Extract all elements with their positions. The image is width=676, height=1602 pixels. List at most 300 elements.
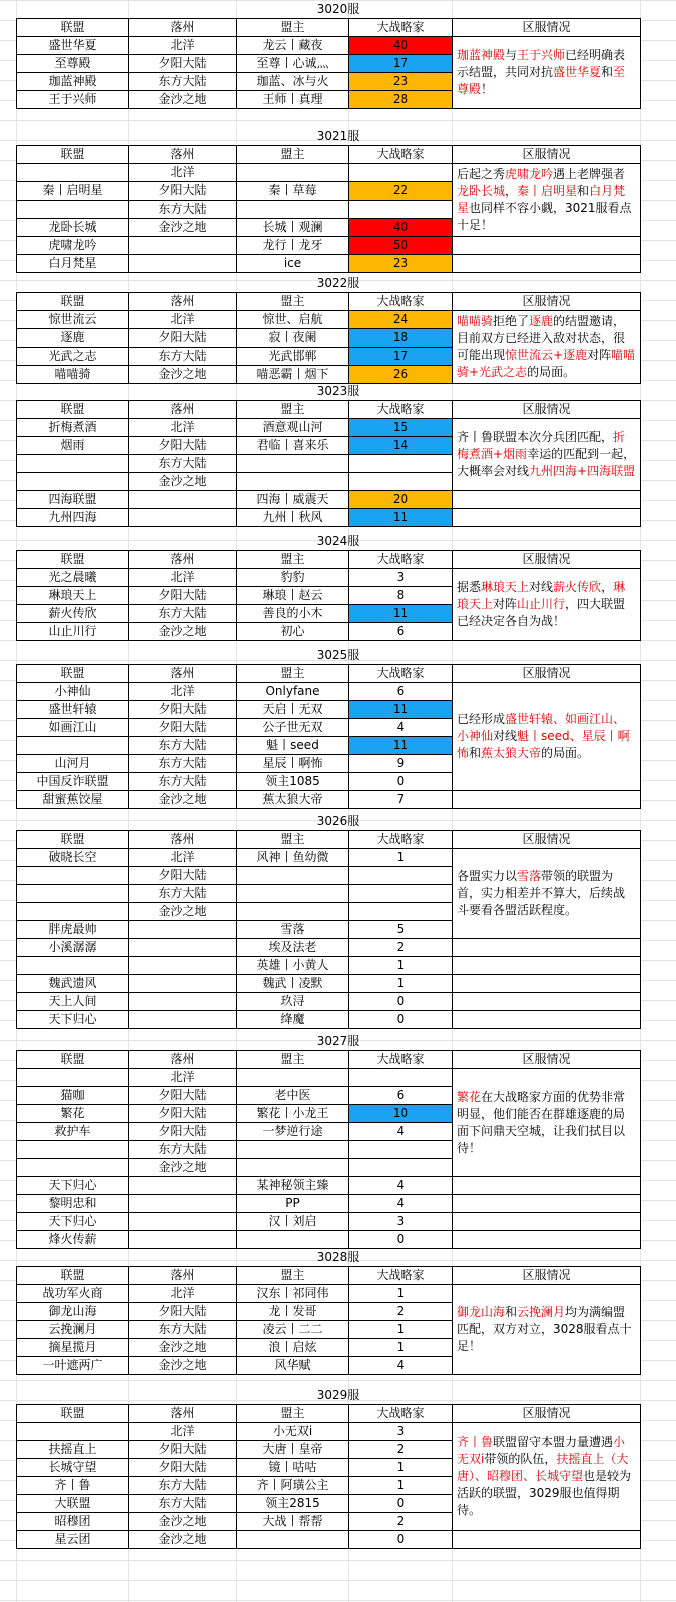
leader-cell: 光武邯郸 — [237, 347, 349, 365]
strategist-count-cell: 2 — [349, 1441, 453, 1459]
region-cell: 金沙之地 — [129, 365, 237, 383]
server-table — [16, 1266, 641, 1375]
leader-cell: 公子世无双 — [237, 719, 349, 737]
strategist-count-cell: 0 — [349, 993, 453, 1011]
column-header: 大战略家 — [349, 293, 453, 311]
column-header: 大战略家 — [349, 401, 453, 419]
server-title: 3026服 — [316, 814, 360, 828]
empty-description-cell — [453, 1177, 641, 1195]
column-header: 区服情况 — [453, 401, 641, 419]
column-header: 大战略家 — [349, 1051, 453, 1069]
table-row — [17, 255, 641, 273]
server-title: 3021服 — [316, 129, 360, 143]
column-header: 盟主 — [237, 401, 349, 419]
server-description — [453, 37, 641, 109]
strategist-count-cell: 11 — [349, 701, 453, 719]
strategist-count-cell: 6 — [349, 683, 453, 701]
leader-cell — [237, 1231, 349, 1249]
region-cell: 夕阳大陆 — [129, 719, 237, 737]
alliance-cell: 救护车 — [17, 1123, 129, 1141]
alliance-cell — [17, 737, 129, 755]
column-header: 大战略家 — [349, 665, 453, 683]
highlight-text: 齐丨鲁 — [457, 1435, 494, 1449]
alliance-cell: 猫咖 — [17, 1087, 129, 1105]
leader-cell: 龙云丨藏夜 — [237, 37, 349, 55]
strategist-count-cell: 1 — [349, 975, 453, 993]
description-text: ，四大联盟已经决定各自为战！ — [457, 597, 626, 628]
table-row — [17, 993, 641, 1011]
alliance-cell — [17, 473, 129, 491]
strategist-count-cell: 8 — [349, 587, 453, 605]
alliance-cell: 齐丨鲁 — [17, 1477, 129, 1495]
region-cell: 金沙之地 — [129, 218, 237, 236]
region-cell: 北洋 — [129, 1285, 237, 1303]
leader-cell: 龙丨发哥 — [237, 1303, 349, 1321]
description-text: 联盟留守本盟力量遭遇 — [493, 1435, 614, 1449]
column-header: 落州 — [129, 1051, 237, 1069]
description-text: 与 — [505, 48, 518, 62]
strategist-count-cell — [349, 1141, 453, 1159]
alliance-cell: 喵喵骑 — [17, 365, 129, 383]
strategist-count-cell: 4 — [349, 1123, 453, 1141]
strategist-count-cell: 9 — [349, 755, 453, 773]
leader-cell — [237, 1159, 349, 1177]
table-row — [17, 1285, 641, 1303]
region-cell: 金沙之地 — [129, 791, 237, 809]
alliance-cell: 烽火传薪 — [17, 1231, 129, 1249]
alliance-cell: 山止川行 — [17, 623, 129, 641]
region-cell: 北洋 — [129, 311, 237, 329]
strategist-count-cell: 3 — [349, 1423, 453, 1441]
description-text: 均为满编盟匹配，双方对立，3028服看点十足！ — [457, 1305, 632, 1353]
leader-cell: 天启丨无双 — [237, 701, 349, 719]
alliance-cell: 光武之志 — [17, 347, 129, 365]
table-row — [17, 419, 641, 437]
server-title: 3025服 — [316, 648, 360, 662]
leader-cell: 埃及法老 — [237, 939, 349, 957]
column-header: 区服情况 — [453, 665, 641, 683]
highlight-text: 小无双i — [457, 1435, 626, 1466]
alliance-cell — [17, 455, 129, 473]
column-header: 落州 — [129, 1405, 237, 1423]
leader-cell — [237, 867, 349, 885]
region-cell: 金沙之地 — [129, 1339, 237, 1357]
alliance-cell: 秦丨启明星 — [17, 182, 129, 200]
strategist-count-cell: 18 — [349, 329, 453, 347]
region-cell: 金沙之地 — [129, 91, 237, 109]
description-text: 对线 — [493, 729, 518, 743]
leader-cell — [237, 885, 349, 903]
region-cell — [129, 1011, 237, 1029]
column-header: 区服情况 — [453, 551, 641, 569]
region-cell — [129, 1231, 237, 1249]
column-header: 落州 — [129, 293, 237, 311]
header-row — [17, 19, 641, 37]
region-cell: 夕阳大陆 — [129, 55, 237, 73]
region-cell: 东方大陆 — [129, 1321, 237, 1339]
region-cell: 东方大陆 — [129, 1141, 237, 1159]
leader-cell: 四海丨威震天 — [237, 491, 349, 509]
leader-cell: 至尊丨心诚灬 — [237, 55, 349, 73]
leader-cell: 龙行丨龙牙 — [237, 237, 349, 255]
alliance-cell: 天下归心 — [17, 1177, 129, 1195]
highlight-text: 至尊殿 — [457, 65, 626, 96]
region-cell: 东方大陆 — [129, 1477, 237, 1495]
region-cell — [129, 491, 237, 509]
column-header: 区服情况 — [453, 1051, 641, 1069]
alliance-cell: 九州四海 — [17, 509, 129, 527]
leader-cell: 长城丨观澜 — [237, 218, 349, 236]
leader-cell: 魏武丨凌默 — [237, 975, 349, 993]
leader-cell — [237, 1141, 349, 1159]
leader-cell: ice — [237, 255, 349, 273]
strategist-count-cell: 14 — [349, 437, 453, 455]
table-row — [17, 1423, 641, 1441]
region-cell: 北洋 — [129, 683, 237, 701]
column-header: 联盟 — [17, 551, 129, 569]
highlight-text: 御龙山海 — [457, 1305, 506, 1319]
header-row — [17, 1267, 641, 1285]
column-header: 大战略家 — [349, 1405, 453, 1423]
empty-description-cell — [453, 237, 641, 255]
table-row — [17, 509, 641, 527]
leader-cell: 雪落 — [237, 921, 349, 939]
column-header: 大战略家 — [349, 831, 453, 849]
column-header: 盟主 — [237, 146, 349, 164]
server-title: 3022服 — [316, 276, 360, 290]
region-cell: 东方大陆 — [129, 773, 237, 791]
alliance-cell: 龙卧长城 — [17, 218, 129, 236]
highlight-text: 九州四海+四海联盟 — [529, 464, 636, 478]
column-header: 盟主 — [237, 293, 349, 311]
description-text: 据悉 — [457, 580, 482, 594]
region-cell: 金沙之地 — [129, 473, 237, 491]
strategist-count-cell — [349, 455, 453, 473]
column-header: 区服情况 — [453, 146, 641, 164]
column-header: 落州 — [129, 146, 237, 164]
region-cell: 东方大陆 — [129, 73, 237, 91]
highlight-text: 惊世流云+逐鹿 — [505, 348, 588, 362]
table-row — [17, 311, 641, 329]
server-title: 3028服 — [316, 1250, 360, 1264]
column-header: 联盟 — [17, 293, 129, 311]
column-header: 大战略家 — [349, 19, 453, 37]
region-cell: 北洋 — [129, 419, 237, 437]
region-cell: 东方大陆 — [129, 347, 237, 365]
alliance-cell: 盛世轩辕 — [17, 701, 129, 719]
alliance-cell: 琳琅天上 — [17, 587, 129, 605]
column-header: 联盟 — [17, 665, 129, 683]
strategist-count-cell — [349, 1069, 453, 1087]
strategist-count-cell: 3 — [349, 569, 453, 587]
leader-cell — [237, 200, 349, 218]
header-row — [17, 551, 641, 569]
server-description — [453, 1069, 641, 1177]
column-header: 盟主 — [237, 19, 349, 37]
alliance-cell: 胖虎最帅 — [17, 921, 129, 939]
strategist-count-cell: 40 — [349, 218, 453, 236]
strategist-count-cell: 6 — [349, 623, 453, 641]
alliance-cell: 山河月 — [17, 755, 129, 773]
table-row — [17, 569, 641, 587]
region-cell: 夕阳大陆 — [129, 1459, 237, 1477]
leader-cell: 领主1085 — [237, 773, 349, 791]
highlight-text: 折梅煮酒+烟雨 — [457, 430, 626, 461]
empty-description-cell — [453, 255, 641, 273]
description-text: 已经形成 — [457, 712, 506, 726]
table-row — [17, 164, 641, 182]
leader-cell: 蕉太狼大帝 — [237, 791, 349, 809]
region-cell: 北洋 — [129, 849, 237, 867]
leader-cell: 王师丨真理 — [237, 91, 349, 109]
region-cell — [129, 255, 237, 273]
strategist-count-cell: 0 — [349, 1531, 453, 1549]
highlight-text: 扶摇直上（大唐）、昭穆团、长城守望 — [457, 1452, 629, 1483]
column-header: 盟主 — [237, 831, 349, 849]
column-header: 盟主 — [237, 665, 349, 683]
description-text: 齐丨鲁联盟本次分兵团匹配， — [457, 430, 614, 444]
description-text: 和 — [469, 746, 482, 760]
highlight-text: 蕉太狼大帝 — [481, 746, 542, 760]
server-table — [16, 145, 641, 273]
region-cell: 夕阳大陆 — [129, 1087, 237, 1105]
alliance-cell: 一叶遮两广 — [17, 1357, 129, 1375]
table-row — [17, 683, 641, 701]
server-table — [16, 1050, 641, 1249]
alliance-cell: 长城守望 — [17, 1459, 129, 1477]
alliance-cell — [17, 200, 129, 218]
region-cell: 金沙之地 — [129, 903, 237, 921]
table-row — [17, 1011, 641, 1029]
column-header: 联盟 — [17, 1267, 129, 1285]
empty-description-cell — [453, 509, 641, 527]
column-header: 盟主 — [237, 1051, 349, 1069]
strategist-count-cell: 6 — [349, 1087, 453, 1105]
header-row — [17, 665, 641, 683]
column-header: 盟主 — [237, 1267, 349, 1285]
description-text: 对阵 — [587, 348, 612, 362]
region-cell: 夕阳大陆 — [129, 1303, 237, 1321]
leader-cell: 玖浔 — [237, 993, 349, 1011]
strategist-count-cell: 11 — [349, 737, 453, 755]
strategist-count-cell: 0 — [349, 1011, 453, 1029]
column-header: 区服情况 — [453, 293, 641, 311]
highlight-text: 魁丨seed、星辰丨啊怖 — [457, 729, 630, 760]
region-cell: 夕阳大陆 — [129, 867, 237, 885]
highlight-text: 繁花 — [457, 1089, 482, 1104]
leader-cell: 寂丨夜阑 — [237, 329, 349, 347]
highlight-text: 薪火传欣 — [553, 580, 602, 594]
alliance-cell: 白月梵星 — [17, 255, 129, 273]
strategist-count-cell: 11 — [349, 605, 453, 623]
alliance-cell — [17, 1159, 129, 1177]
highlight-text: 盛世华夏 — [553, 65, 602, 79]
alliance-cell: 繁花 — [17, 1105, 129, 1123]
leader-cell: 浪丨启炫 — [237, 1339, 349, 1357]
region-cell: 东方大陆 — [129, 885, 237, 903]
region-cell: 夕阳大陆 — [129, 329, 237, 347]
alliance-cell: 天下归心 — [17, 1213, 129, 1231]
description-text: ， — [505, 184, 518, 198]
region-cell: 东方大陆 — [129, 455, 237, 473]
empty-description-cell — [453, 1231, 641, 1249]
alliance-cell: 虎啸龙吟 — [17, 237, 129, 255]
empty-description-cell — [453, 957, 641, 975]
leader-cell — [237, 1531, 349, 1549]
strategist-count-cell: 5 — [349, 921, 453, 939]
server-title: 3029服 — [316, 1388, 360, 1402]
region-cell: 东方大陆 — [129, 755, 237, 773]
column-header: 落州 — [129, 665, 237, 683]
server-table — [16, 1404, 641, 1549]
alliance-cell: 王于兴师 — [17, 91, 129, 109]
empty-description-cell — [453, 491, 641, 509]
strategist-count-cell: 2 — [349, 1303, 453, 1321]
strategist-count-cell: 50 — [349, 237, 453, 255]
alliance-cell — [17, 957, 129, 975]
strategist-count-cell — [349, 1159, 453, 1177]
column-header: 盟主 — [237, 551, 349, 569]
leader-cell: 汉东丨祁同伟 — [237, 1285, 349, 1303]
leader-cell: 琳琅丨赵云 — [237, 587, 349, 605]
server-table — [16, 550, 641, 641]
region-cell — [129, 993, 237, 1011]
header-row — [17, 1405, 641, 1423]
region-cell: 北洋 — [129, 1423, 237, 1441]
leader-cell — [237, 473, 349, 491]
server-description — [453, 849, 641, 939]
strategist-count-cell: 15 — [349, 419, 453, 437]
description-text: 和 — [601, 65, 614, 79]
description-text: 对线 — [529, 580, 554, 594]
region-cell: 北洋 — [129, 37, 237, 55]
column-header: 联盟 — [17, 146, 129, 164]
alliance-cell: 云挽澜月 — [17, 1321, 129, 1339]
alliance-cell — [17, 164, 129, 182]
strategist-count-cell: 20 — [349, 491, 453, 509]
server-title: 3023服 — [316, 384, 360, 398]
alliance-cell — [17, 1423, 129, 1441]
column-header: 落州 — [129, 831, 237, 849]
description-text: ！ — [481, 82, 494, 96]
leader-cell: 大战丨帮帮 — [237, 1513, 349, 1531]
strategist-count-cell: 3 — [349, 1213, 453, 1231]
server-description — [453, 419, 641, 491]
strategist-count-cell: 2 — [349, 939, 453, 957]
table-row — [17, 1531, 641, 1549]
column-header: 盟主 — [237, 1405, 349, 1423]
strategist-count-cell: 4 — [349, 1177, 453, 1195]
region-cell — [129, 939, 237, 957]
strategist-count-cell: 0 — [349, 1231, 453, 1249]
alliance-cell: 小神仙 — [17, 683, 129, 701]
strategist-count-cell — [349, 867, 453, 885]
alliance-cell: 破晓长空 — [17, 849, 129, 867]
alliance-cell: 扶摇直上 — [17, 1441, 129, 1459]
alliance-cell: 薪火传欣 — [17, 605, 129, 623]
leader-cell: 绛魔 — [237, 1011, 349, 1029]
region-cell: 金沙之地 — [129, 1357, 237, 1375]
server-description — [453, 164, 641, 237]
leader-cell: 镜丨咕咕 — [237, 1459, 349, 1477]
alliance-cell: 至尊殿 — [17, 55, 129, 73]
strategist-count-cell: 40 — [349, 37, 453, 55]
alliance-cell — [17, 867, 129, 885]
column-header: 联盟 — [17, 401, 129, 419]
highlight-text: 山止川行 — [517, 597, 566, 611]
region-cell: 北洋 — [129, 569, 237, 587]
description-text: 遇上老牌强者 — [553, 167, 626, 181]
alliance-cell: 逐鹿 — [17, 329, 129, 347]
alliance-cell: 天下归心 — [17, 1011, 129, 1029]
header-row — [17, 401, 641, 419]
highlight-text: 喵喵骑+光武之志 — [457, 348, 636, 379]
leader-cell: 英雄丨小黄人 — [237, 957, 349, 975]
highlight-text: 王于兴师 — [517, 48, 566, 62]
empty-description-cell — [453, 791, 641, 809]
table-row — [17, 975, 641, 993]
leader-cell: 风神丨鱼幼微 — [237, 849, 349, 867]
leader-cell: 大唐丨皇帝 — [237, 1441, 349, 1459]
empty-description-cell — [453, 1213, 641, 1231]
region-cell: 夕阳大陆 — [129, 1123, 237, 1141]
server-description — [453, 569, 641, 641]
region-cell: 金沙之地 — [129, 623, 237, 641]
description-text: 后起之秀 — [457, 167, 506, 181]
region-cell: 夕阳大陆 — [129, 1105, 237, 1123]
strategist-count-cell: 1 — [349, 1285, 453, 1303]
leader-cell: 汉丨刘启 — [237, 1213, 349, 1231]
column-header: 区服情况 — [453, 831, 641, 849]
region-cell — [129, 1195, 237, 1213]
empty-description-cell — [453, 1531, 641, 1549]
description-text: 的结盟邀请，目前双方已经进入敌对状态，很可能出现 — [457, 314, 626, 362]
region-cell: 东方大陆 — [129, 737, 237, 755]
table-row — [17, 37, 641, 55]
server-table — [16, 292, 641, 384]
region-cell — [129, 957, 237, 975]
highlight-text: 琳琅天上 — [457, 580, 626, 611]
alliance-cell: 珈蓝神殿 — [17, 73, 129, 91]
leader-cell — [237, 455, 349, 473]
leader-cell: PP — [237, 1195, 349, 1213]
leader-cell: 齐丨阿璜公主 — [237, 1477, 349, 1495]
leader-cell: 善良的小木 — [237, 605, 349, 623]
strategist-count-cell: 0 — [349, 773, 453, 791]
strategist-count-cell: 26 — [349, 365, 453, 383]
strategist-count-cell — [349, 903, 453, 921]
table-row — [17, 957, 641, 975]
description-text: 幸运的匹配到一起，大概率会对线 — [457, 447, 636, 478]
server-description — [453, 311, 641, 384]
highlight-text: 喵喵骑 — [457, 314, 494, 328]
region-cell: 夕阳大陆 — [129, 182, 237, 200]
description-text: 也同样不容小觑，3021服看点十足！ — [457, 201, 632, 232]
alliance-cell — [17, 1069, 129, 1087]
column-header: 大战略家 — [349, 551, 453, 569]
region-cell: 夕阳大陆 — [129, 587, 237, 605]
empty-description-cell — [453, 975, 641, 993]
leader-cell: 老中医 — [237, 1087, 349, 1105]
alliance-cell: 御龙山海 — [17, 1303, 129, 1321]
server-title: 3027服 — [316, 1034, 360, 1048]
alliance-cell: 中国反诈联盟 — [17, 773, 129, 791]
leader-cell: 惊世、启航 — [237, 311, 349, 329]
region-cell — [129, 237, 237, 255]
server-table — [16, 400, 641, 527]
column-header: 区服情况 — [453, 19, 641, 37]
leader-cell: 星辰丨啊怖 — [237, 755, 349, 773]
